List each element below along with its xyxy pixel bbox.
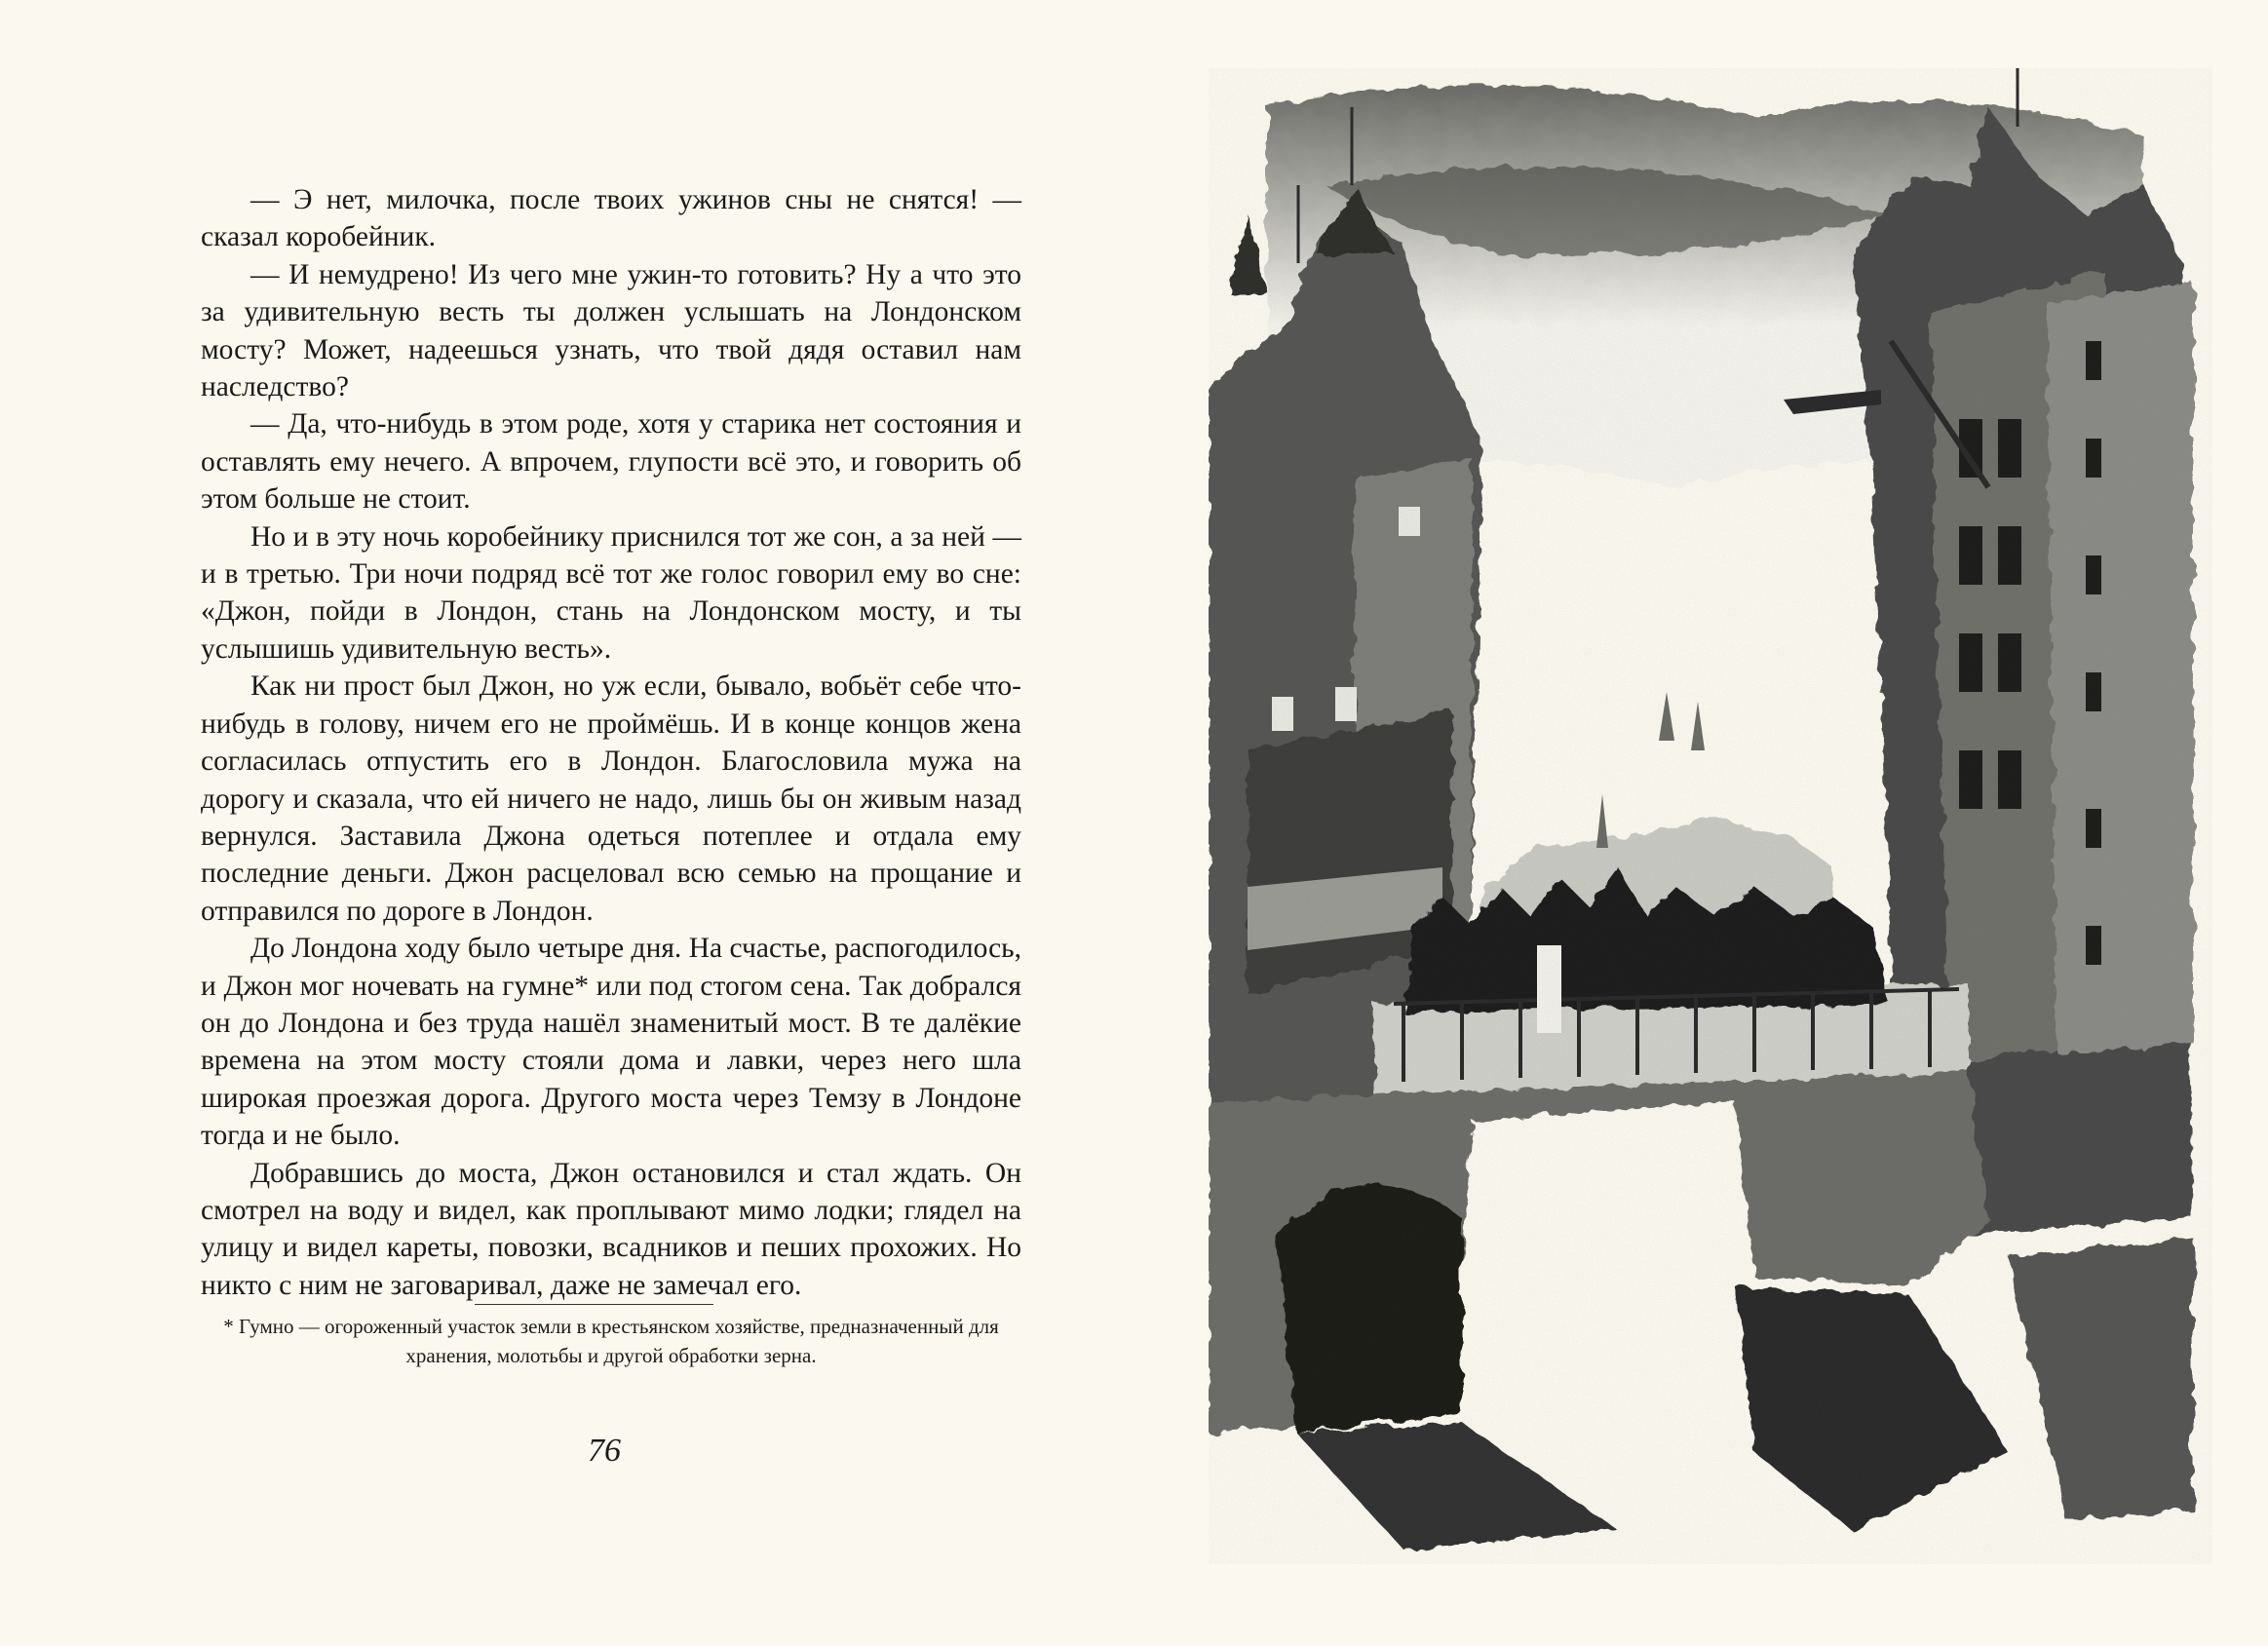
paragraph: Но и в эту ночь коробейнику приснился тот же сон, а за ней — и в третью. Три ночи подряд всё тот же голос говорил ему во сне: «Джон, пойди в Лондон, стань на Лондонском мосту, и ты услышишь удивительную весть». [201, 520, 1021, 665]
footnote-divider [475, 1304, 713, 1305]
text-column [201, 181, 1021, 1304]
paragraph: До Лондона ходу было четыре дня. На счастье, распогодилось, и Джон мог ночевать на гумне* или под стогом сена. Так добрался он до Лондона и без труда нашёл знаменитый мост. В те далёкие времена на этом мосту стояли дома и лавки, через него шла широкая проезжая дорога. Другого моста через Темзу в Лондоне тогда и не было. [201, 933, 1021, 1152]
page-number: 76 [588, 1433, 621, 1469]
london-bridge-illustration [1209, 68, 2212, 1564]
bridge-scene-icon [1209, 68, 2212, 1564]
paragraph: — Да, что-нибудь в этом роде, хотя у старика нет состояния и оставлять ему нечего. А впрочем, глупости всё это, и говорить об этом больше не стоит. [201, 408, 1021, 516]
paragraph: Как ни прост был Джон, но уж если, бывало, вобьёт себе что-нибудь в голову, ничем его не проймёшь. И в конце концов жена согласилась отпустить его в Лондон. Благословила мужа на дорогу и сказала, что ей ничего не надо, лишь бы он живым назад вернулся. Заставила Джона одеться потеплее и отдала ему последние деньги. Джон расцеловал всю семью на прощание и отправился по дороге в Лондон. [201, 670, 1021, 927]
paragraph: Добравшись до моста, Джон остановился и стал ждать. Он смотрел на воду и видел, как проплывают мимо лодки; глядел на улицу и видел кареты, повозки, всадников и пеших прохожих. Но никто с ним не заговаривал, даже не замечал его. [201, 1157, 1021, 1301]
paragraph: — И немудрено! Из чего мне ужин-то готовить? Ну а что это за удивительную весть ты должен услышать на Лондонском мосту? Может, надеешься узнать, что твой дядя оставил нам наследство? [201, 258, 1021, 403]
footnote: * Гумно — огороженный участок земли в крестьянском хозяйстве, предназначенный для хранения, молотьбы и другой обработки зерна. [223, 1315, 999, 1367]
paragraph: — Э нет, милочка, после твоих ужинов сны не снятся! — сказал коробейник. [201, 184, 1021, 253]
